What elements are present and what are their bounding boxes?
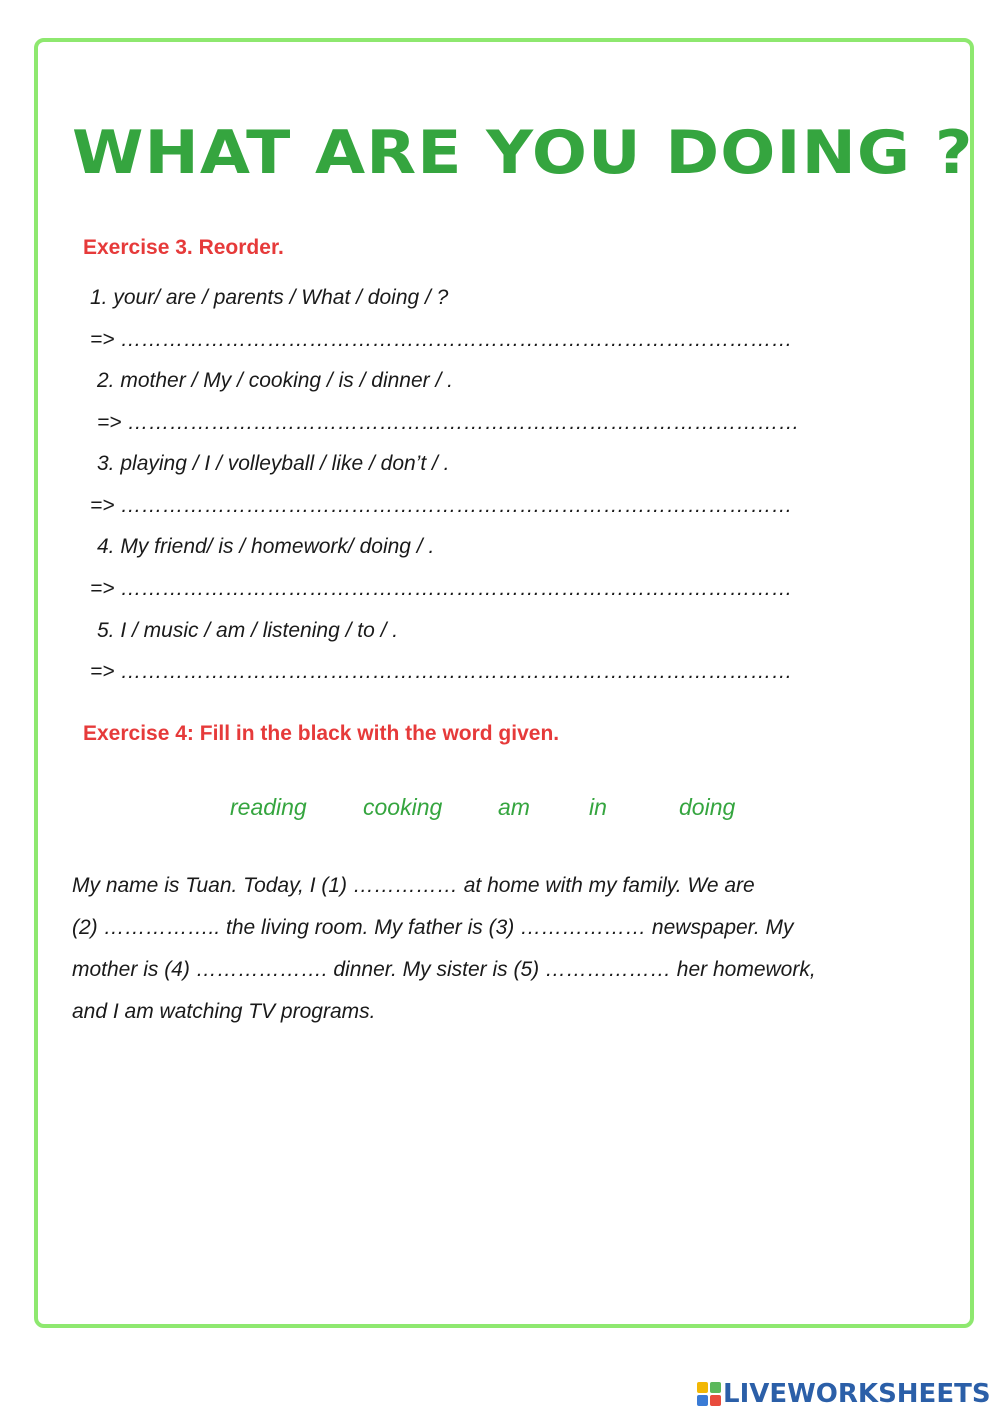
logo-tile-icon [697, 1395, 708, 1406]
word-bank-item: am [498, 794, 530, 820]
brand-name: LIVEWORKSHEETS [723, 1379, 991, 1409]
passage-line-2: (2) …………….. the living room. My father is (3) ……………… newspaper. My [72, 916, 794, 939]
logo-tile-icon [710, 1382, 721, 1393]
word-bank-item: doing [679, 794, 736, 820]
logo-tile-icon [710, 1395, 721, 1406]
passage-line-3: mother is (4) ………………. dinner. My sister is (5) ……………… her homework, [72, 958, 816, 981]
exercise-3-item-5-prompt: 5. I / music / am / listening / to / . [97, 619, 399, 642]
exercise-3-item-5-answer[interactable]: => …………………………………………………………………………………… [90, 660, 793, 683]
passage-line-4: and I am watching TV programs. [72, 1000, 376, 1023]
exercise-3-item-1-answer[interactable]: => …………………………………………………………………………………… [90, 328, 793, 351]
exercise-3-item-1-prompt: 1. your/ are / parents / What / doing / ? [90, 286, 449, 309]
word-bank-item: in [589, 794, 607, 820]
word-bank [0, 794, 1000, 824]
word-bank-item: cooking [363, 794, 443, 820]
liveworksheets-brand[interactable] [697, 1378, 991, 1410]
exercise-3-heading: Exercise 3. Reorder. [83, 236, 284, 259]
worksheet-title: WHAT ARE YOU DOING ? [72, 118, 974, 188]
liveworksheets-logo-icon [697, 1382, 721, 1406]
exercise-3-item-2-prompt: 2. mother / My / cooking / is / dinner / . [97, 369, 453, 392]
passage-line-1: My name is Tuan. Today, I (1) …………… at home with my family. We are [72, 874, 755, 897]
exercise-3-item-4-answer[interactable]: => …………………………………………………………………………………… [90, 577, 793, 600]
exercise-3-item-4-prompt: 4. My friend/ is / homework/ doing / . [97, 535, 435, 558]
exercise-3-item-3-prompt: 3. playing / I / volleyball / like / don’t / . [97, 452, 450, 475]
exercise-4-heading: Exercise 4: Fill in the black with the word given. [83, 722, 560, 745]
logo-tile-icon [697, 1382, 708, 1393]
exercise-3-item-2-answer[interactable]: => …………………………………………………………………………………… [97, 411, 800, 434]
exercise-3-item-3-answer[interactable]: => …………………………………………………………………………………… [90, 494, 793, 517]
word-bank-item: reading [230, 794, 307, 820]
